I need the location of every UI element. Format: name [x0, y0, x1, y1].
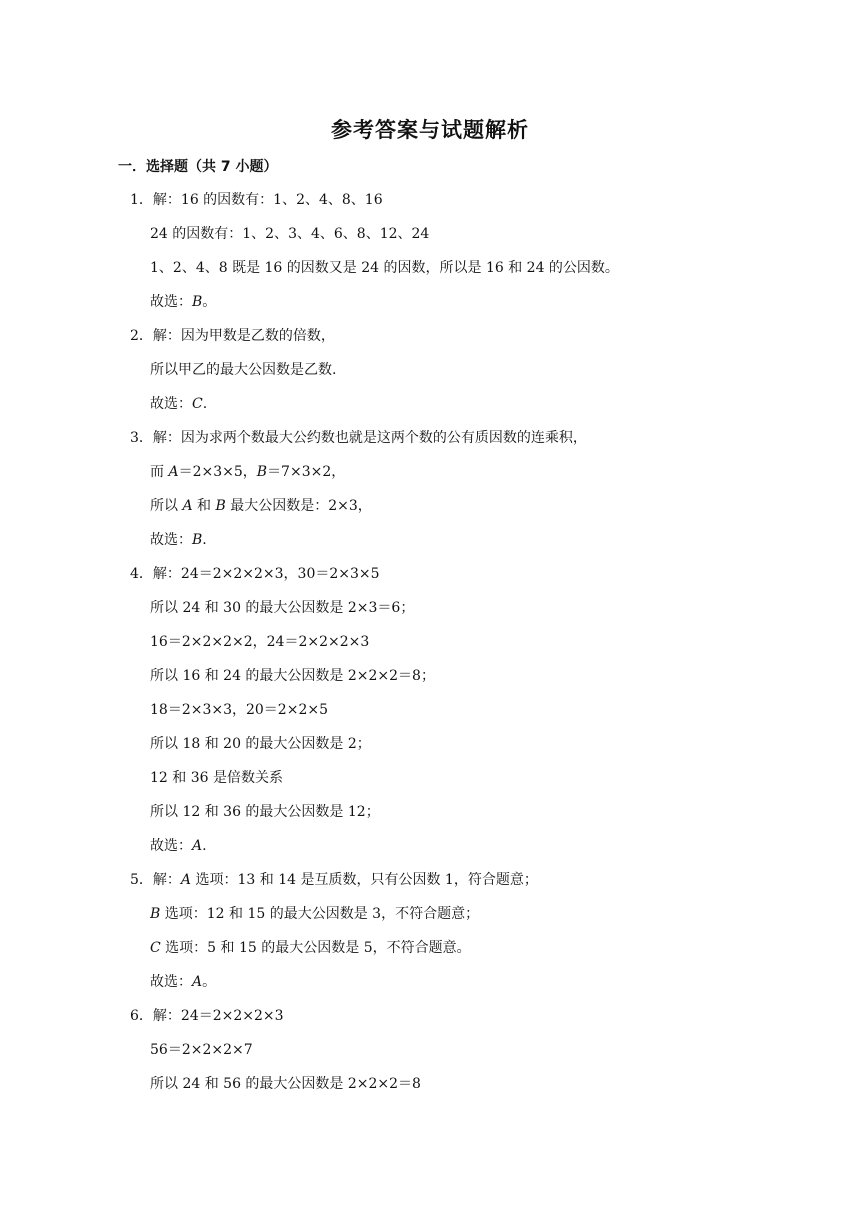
solution-line: 而 A＝2×3×5，B＝7×3×2，: [150, 464, 346, 480]
solution-line: 故选：B。: [150, 294, 217, 310]
page-title: 参考答案与试题解析: [331, 118, 529, 142]
solution-line: 所以甲乙的最大公因数是乙数.: [150, 362, 337, 378]
solution-line: C 选项：5 和 15 的最大公因数是 5，不符合题意。: [150, 940, 471, 956]
solution-line: 故选：C.: [150, 396, 208, 412]
solution-line: 18＝2×3×3，20＝2×2×5: [150, 702, 328, 718]
question-line: 5．解：A 选项：13 和 14 是互质数，只有公因数 1，符合题意；: [130, 872, 538, 888]
solution-line: 故选：A.: [150, 838, 207, 854]
question-line: 6．解：24＝2×2×2×3: [130, 1008, 284, 1024]
question-line: 3．解：因为求两个数最大公约数也就是这两个数的公有质因数的连乘积，: [130, 430, 587, 446]
solution-line: 16＝2×2×2×2，24＝2×2×2×3: [150, 634, 370, 650]
solution-line: B 选项：12 和 15 的最大公因数是 3，不符合题意；: [150, 906, 480, 922]
solution-line: 24 的因数有：1、2、3、4、6、8、12、24: [150, 226, 430, 242]
question-line: 2．解：因为甲数是乙数的倍数，: [130, 328, 335, 344]
question-line: 4．解：24＝2×2×2×3，30＝2×3×5: [130, 566, 380, 582]
solution-line: 所以 24 和 56 的最大公因数是 2×2×2＝8: [150, 1076, 421, 1092]
solution-line: 56＝2×2×2×7: [150, 1042, 253, 1058]
solution-line: 故选：A。: [150, 974, 217, 990]
solution-line: 所以 16 和 24 的最大公因数是 2×2×2＝8；: [150, 668, 435, 684]
section-heading: 一．选择题（共 7 小题）: [118, 159, 278, 175]
solution-line: 故选：B.: [150, 532, 207, 548]
solution-line: 所以 A 和 B 最大公因数是：2×3，: [150, 498, 372, 514]
solution-line: 所以 18 和 20 的最大公因数是 2；: [150, 736, 371, 752]
question-line: 1．解：16 的因数有：1、2、4、8、16: [130, 192, 383, 208]
solution-line: 12 和 36 是倍数关系: [150, 770, 283, 786]
solution-line: 1、2、4、8 既是 16 的因数又是 24 的因数，所以是 16 和 24 的公因数。: [150, 260, 619, 276]
solution-line: 所以 12 和 36 的最大公因数是 12；: [150, 804, 380, 820]
solution-line: 所以 24 和 30 的最大公因数是 2×3＝6；: [150, 600, 415, 616]
